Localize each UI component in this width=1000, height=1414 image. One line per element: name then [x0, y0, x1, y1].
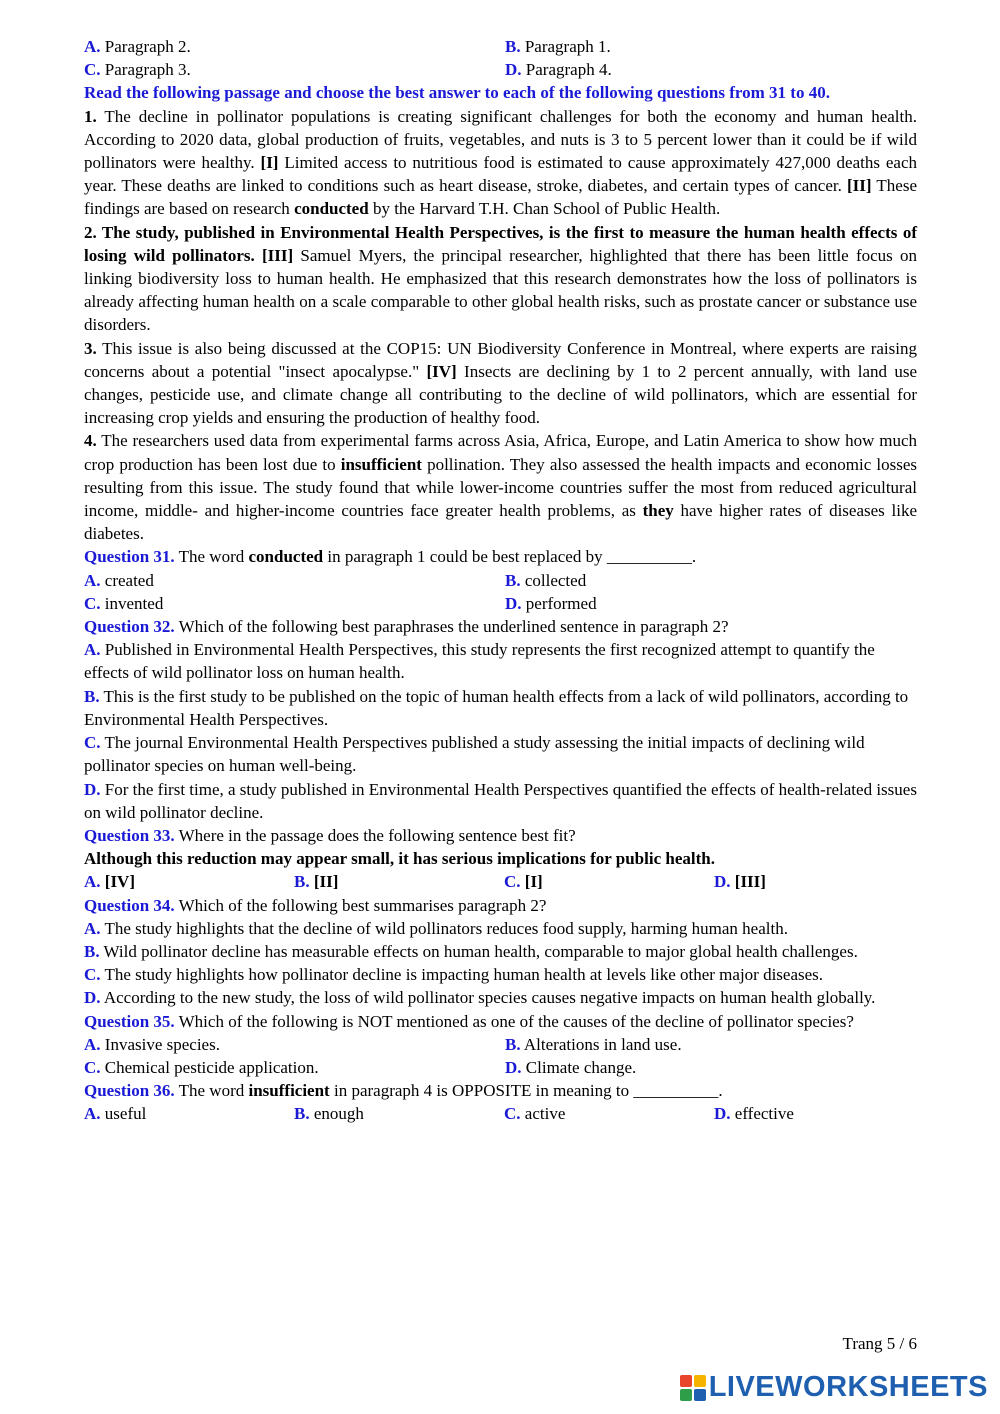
paragraph-3: 3. This issue is also being discussed at the COP15: UN Biodiversity Conference in Montreal, where experts are raising concerns about a potential "insect apocalypse." [IV] Insects are declining by 1 to 2 percent annually, with land use changes, pesticide use, and climate change all contributing to the decline of wild pollinators, which are essential for increasing crop yields and ensuring the production of healthy food. [84, 338, 917, 428]
paragraph-1: 1. The decline in pollinator populations is creating significant challenges for both the economy and human health. According to 2020 data, global production of fruits, vegetables, and nuts is 3 to 5 percent lower than it could be if wild pollinators were healthy. [I] Limited access to nutritious food is estimated to cause approximately 427,000 deaths each year. These deaths are linked to conditions such as heart disease, stroke, diabetes, and certain types of cancer. [II] These findings are based on research conducted by the Harvard T.H. Chan School of Public Health. [84, 106, 917, 219]
q32-option-d[interactable]: D. For the first time, a study published in Environmental Health Perspectives quantified the effects of health-related issues on wild pollinator decline. [84, 779, 917, 822]
q33-option-a[interactable]: A. [IV] [84, 872, 135, 892]
q31-option-a[interactable]: A. created [84, 570, 154, 590]
question-34: Question 34. Which of the following best summarises paragraph 2? [84, 895, 547, 915]
options-row [84, 870, 917, 893]
option-b[interactable]: B. Paragraph 1. [505, 37, 611, 56]
options-row [84, 1033, 917, 1056]
question-35: Question 35. Which of the following is NOT mentioned as one of the causes of the decline of pollinator species? [84, 1011, 854, 1031]
q31-option-c[interactable]: C. invented [84, 593, 164, 613]
q35-option-c[interactable]: C. Chemical pesticide application. [84, 1057, 319, 1077]
liveworksheets-logo[interactable] [680, 1371, 988, 1404]
q33-option-c[interactable]: C. [I] [504, 872, 543, 892]
q31-option-d[interactable]: D. performed [505, 593, 597, 613]
logo-square-blue [694, 1389, 706, 1401]
paragraph-2: 2. The study, published in Environmental Health Perspectives, is the first to measure the human health effects of losing wild pollinators. [III] Samuel Myers, the principal researcher, highlighted that there has been little focus on linking biodiversity loss to human health. He emphasized that this research demonstrates how the loss of pollinators is already affecting human health on a scale comparable to other global health risks, such as prostate cancer or substance use disorders. [84, 222, 917, 335]
logo-text: LIVEWORKSHEETS [708, 1371, 988, 1404]
q32-option-b[interactable]: B. This is the first study to be published on the topic of human health effects from a lack of wild pollinators, according to Environmental Health Perspectives. [84, 686, 909, 729]
options-row [84, 569, 917, 592]
options-row [84, 58, 917, 81]
q32-option-a[interactable]: A. Published in Environmental Health Perspectives, this study represents the first recognized attempt to quantify the effects of wild pollinator loss on human health. [84, 640, 875, 683]
q35-option-a[interactable]: A. Invasive species. [84, 1034, 220, 1054]
q34-option-c[interactable]: C. The study highlights how pollinator decline is impacting human health at levels like other major diseases. [84, 965, 824, 985]
q36-option-b[interactable]: B. enough [294, 1104, 364, 1124]
logo-square-yellow [694, 1375, 706, 1387]
logo-square-green [680, 1389, 692, 1401]
q33-sentence: Although this reduction may appear small, it has serious implications for public health. [84, 849, 715, 869]
q35-option-b[interactable]: B. Alterations in land use. [505, 1034, 682, 1054]
q34-option-d[interactable]: D. According to the new study, the loss of wild pollinator species causes negative impacts on human health globally. [84, 988, 876, 1008]
worksheet-page [84, 35, 917, 1126]
q34-option-a[interactable]: A. The study highlights that the decline of wild pollinators reduces food supply, harming human health. [84, 918, 788, 938]
logo-square-red [680, 1375, 692, 1387]
q34-option-b[interactable]: B. Wild pollinator decline has measurable effects on human health, comparable to major global health challenges. [84, 941, 858, 961]
options-row [84, 592, 917, 615]
q35-option-d[interactable]: D. Climate change. [505, 1057, 637, 1077]
logo-grid-icon [680, 1375, 706, 1401]
option-a[interactable]: A. Paragraph 2. [84, 37, 191, 56]
paragraph-4: 4. The researchers used data from experimental farms across Asia, Africa, Europe, and Latin America to show how much crop production has been lost due to insufficient pollination. They also assessed the health impacts and economic losses resulting from this issue. The study found that while lower-income countries suffer the most from reduced agricultural income, middle- and higher-income countries face greater health problems, as they have higher rates of diseases like diabetes. [84, 431, 917, 544]
instruction: Read the following passage and choose the best answer to each of the following questions from 31 to 40. [84, 83, 830, 103]
option-c[interactable]: C. Paragraph 3. [84, 60, 191, 80]
q36-option-a[interactable]: A. useful [84, 1104, 147, 1124]
option-d[interactable]: D. Paragraph 4. [505, 60, 612, 80]
q32-option-c[interactable]: C. The journal Environmental Health Perspectives published a study assessing the initial impacts of declining wild pollinator species on human well-being. [84, 733, 865, 776]
q31-option-b[interactable]: B. collected [505, 570, 587, 590]
question-31: Question 31. The word conducted in paragraph 1 could be best replaced by __________. [84, 547, 697, 567]
q36-option-d[interactable]: D. effective [714, 1104, 794, 1124]
q36-option-c[interactable]: C. active [504, 1104, 566, 1124]
page-number: Trang 5 / 6 [842, 1334, 917, 1353]
question-33: Question 33. Where in the passage does the following sentence best fit? [84, 825, 576, 845]
q33-option-b[interactable]: B. [II] [294, 872, 339, 892]
options-row [84, 1056, 917, 1079]
options-row [84, 1102, 917, 1125]
options-row [84, 35, 917, 58]
question-32: Question 32. Which of the following best paraphrases the underlined sentence in paragraph 2? [84, 617, 729, 637]
question-36: Question 36. The word insufficient in paragraph 4 is OPPOSITE in meaning to __________. [84, 1081, 723, 1101]
q33-option-d[interactable]: D. [III] [714, 872, 766, 892]
